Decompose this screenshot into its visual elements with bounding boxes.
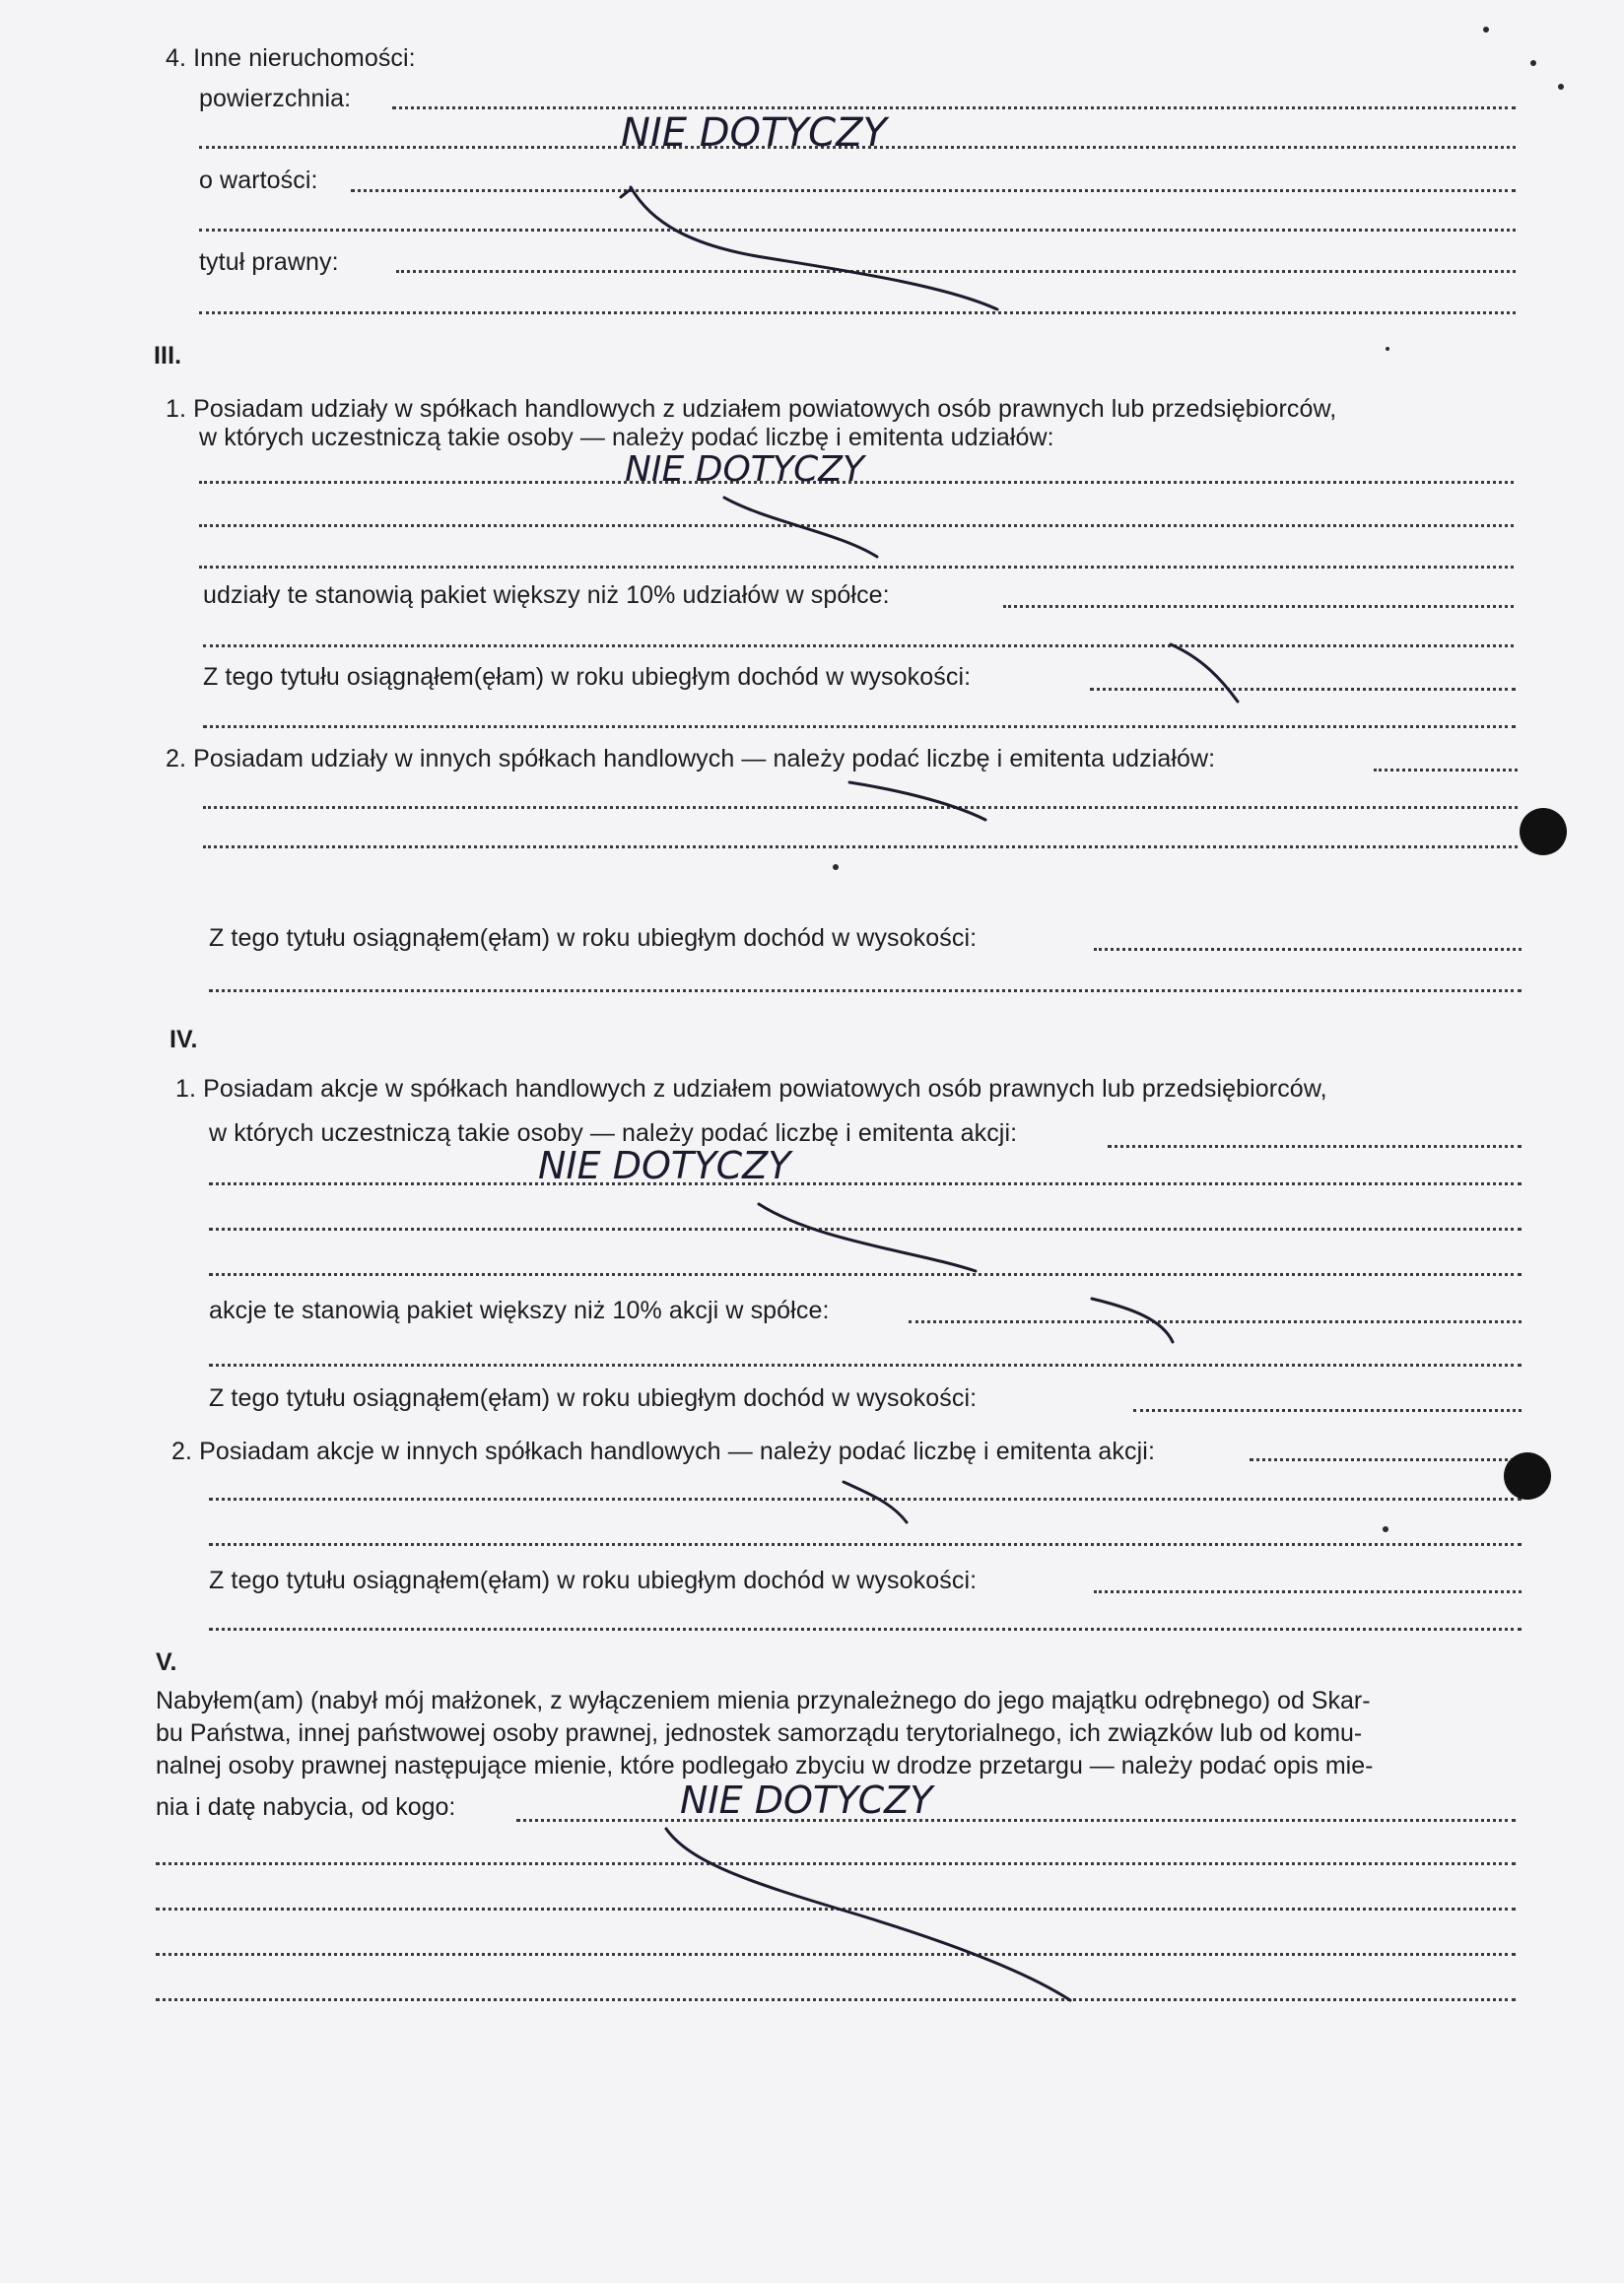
item-4-title: 4. Inne nieruchomości: xyxy=(166,44,416,72)
punch-hole-bottom xyxy=(1504,1452,1551,1500)
strike-line-8 xyxy=(666,1829,1070,2000)
III-2-field-3[interactable] xyxy=(203,845,1518,848)
handwritten-note-1: NIE DOTYCZY xyxy=(621,110,887,156)
III-1-income-field-2[interactable] xyxy=(203,725,1516,728)
IV-1-share-field-2[interactable] xyxy=(209,1364,1522,1367)
IV-1-field-2[interactable] xyxy=(209,1182,1522,1185)
V-field-3[interactable] xyxy=(156,1908,1516,1911)
area-label: powierzchnia: xyxy=(199,85,352,112)
strike-line-3 xyxy=(1171,644,1238,702)
III-2-income-field-2[interactable] xyxy=(209,989,1522,992)
III-1-share-field[interactable] xyxy=(1003,605,1514,608)
strike-line-7 xyxy=(844,1482,907,1522)
III-1-field-3[interactable] xyxy=(199,566,1514,569)
IV-1-field-3[interactable] xyxy=(209,1228,1522,1231)
III-1-share-field-2[interactable] xyxy=(203,644,1514,647)
V-field[interactable] xyxy=(516,1819,1516,1822)
IV-2-line-1: 2. Posiadam akcje w innych spółkach handlowych — należy podać liczbę i emitenta akcji: xyxy=(171,1438,1155,1465)
III-1-income-label: Z tego tytułu osiągnąłem(ęłam) w roku ubiegłym dochód w wysokości: xyxy=(203,663,972,691)
V-line-1: Nabyłem(am) (nabył mój małżonek, z wyłączeniem mienia przynależnego do jego majątku odrębnego) od Skar- xyxy=(156,1687,1371,1714)
title-field[interactable] xyxy=(396,270,1516,273)
V-line-4: nia i datę nabycia, od kogo: xyxy=(156,1793,456,1821)
strike-line-5 xyxy=(759,1204,976,1271)
V-line-2: bu Państwa, innej państwowej osoby prawnej, jednostek samorządu terytorialnego, ich związków lub od komu- xyxy=(156,1719,1363,1747)
III-1-share-label: udziały te stanowią pakiet większy niż 10% udziałów w spółce: xyxy=(203,581,890,609)
III-1-line-2: w których uczestniczą takie osoby — należy podać liczbę i emitenta udziałów: xyxy=(199,424,1054,451)
IV-1-field[interactable] xyxy=(1108,1145,1522,1148)
III-1-field-2[interactable] xyxy=(199,524,1514,527)
strike-line-2 xyxy=(724,498,877,557)
III-2-income-field[interactable] xyxy=(1094,948,1522,951)
speck xyxy=(1383,1526,1388,1532)
section-V-heading: V. xyxy=(156,1648,177,1676)
IV-2-income-field[interactable] xyxy=(1094,1590,1522,1593)
IV-2-field-3[interactable] xyxy=(209,1543,1522,1546)
IV-1-share-field[interactable] xyxy=(909,1320,1522,1323)
speck xyxy=(1483,27,1489,33)
IV-1-share-label: akcje te stanowią pakiet większy niż 10% akcji w spółce: xyxy=(209,1297,830,1324)
III-2-line-1: 2. Posiadam udziały w innych spółkach handlowych — należy podać liczbę i emitenta udziałów: xyxy=(166,745,1216,772)
handwritten-note-2: NIE DOTYCZY xyxy=(625,449,864,490)
title-label: tytuł prawny: xyxy=(199,248,339,276)
III-1-field-1[interactable] xyxy=(199,481,1514,484)
III-2-field[interactable] xyxy=(1374,769,1518,772)
IV-1-line-2: w których uczestniczą takie osoby — należy podać liczbę i emitenta akcji: xyxy=(209,1119,1018,1147)
speck xyxy=(1530,60,1536,66)
strike-line-1 xyxy=(631,187,997,309)
speck xyxy=(833,864,839,870)
III-2-income-label: Z tego tytułu osiągnąłem(ęłam) w roku ubiegłym dochód w wysokości: xyxy=(209,924,978,952)
value-field-line-2[interactable] xyxy=(199,229,1516,232)
strike-line-4 xyxy=(849,782,985,820)
handwritten-note-3: NIE DOTYCZY xyxy=(538,1144,791,1187)
IV-1-income-field[interactable] xyxy=(1133,1409,1522,1412)
title-field-line-2[interactable] xyxy=(199,311,1516,314)
speck xyxy=(1558,84,1564,90)
value-field[interactable] xyxy=(351,189,1516,192)
speck xyxy=(1386,347,1389,351)
V-field-4[interactable] xyxy=(156,1953,1516,1956)
area-field-line-2[interactable] xyxy=(199,146,1516,149)
IV-1-field-4[interactable] xyxy=(209,1273,1522,1276)
value-label: o wartości: xyxy=(199,167,318,194)
section-IV-heading: IV. xyxy=(169,1026,198,1053)
IV-2-income-field-2[interactable] xyxy=(209,1628,1522,1631)
III-1-income-field[interactable] xyxy=(1090,688,1516,691)
IV-1-line-1: 1. Posiadam akcje w spółkach handlowych z udziałem powiatowych osób prawnych lub przedsiębiorców, xyxy=(175,1075,1327,1103)
area-field[interactable] xyxy=(392,106,1516,109)
IV-2-income-label: Z tego tytułu osiągnąłem(ęłam) w roku ubiegłym dochód w wysokości: xyxy=(209,1567,978,1594)
IV-1-income-label: Z tego tytułu osiągnąłem(ęłam) w roku ubiegłym dochód w wysokości: xyxy=(209,1384,978,1412)
IV-2-field-2[interactable] xyxy=(209,1498,1522,1501)
V-field-2[interactable] xyxy=(156,1862,1516,1865)
III-1-line-1: 1. Posiadam udziały w spółkach handlowych z udziałem powiatowych osób prawnych lub przedsiębiorców, xyxy=(166,395,1337,423)
IV-2-field[interactable] xyxy=(1250,1458,1522,1461)
V-field-5[interactable] xyxy=(156,1998,1516,2001)
III-2-field-2[interactable] xyxy=(203,806,1518,809)
V-line-3: nalnej osoby prawnej następujące mienie, które podlegało zbyciu w drodze przetargu — należy podać opis mie- xyxy=(156,1752,1374,1779)
handwritten-note-4: NIE DOTYCZY xyxy=(680,1779,933,1822)
section-III-heading: III. xyxy=(154,342,182,369)
punch-hole-top xyxy=(1520,808,1567,855)
